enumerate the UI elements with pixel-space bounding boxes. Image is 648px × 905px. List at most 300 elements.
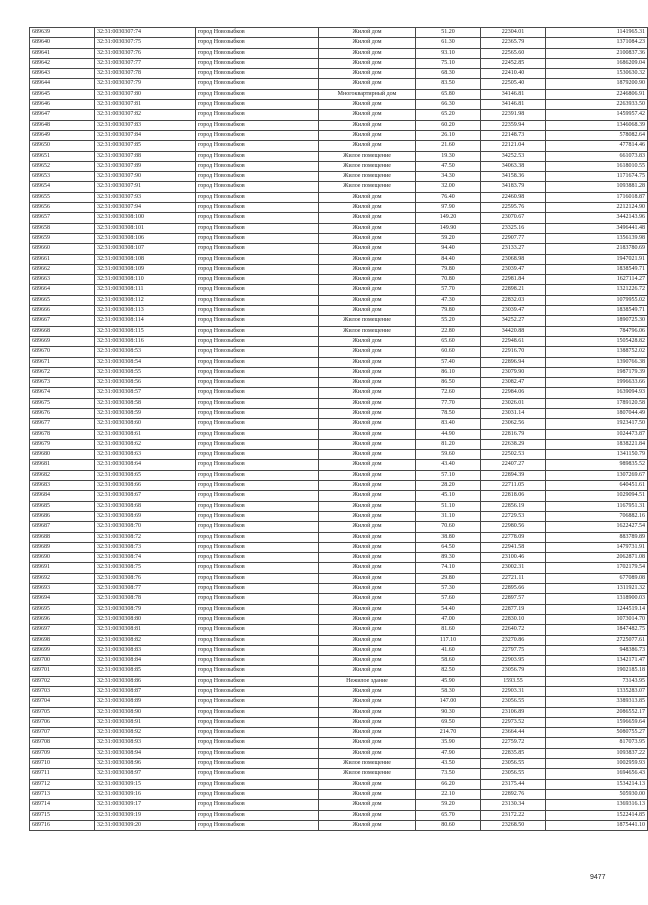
cell-area: 61.30: [416, 38, 481, 48]
cell-area: 21.60: [416, 141, 481, 151]
cell-specific-value: 23100.46: [481, 553, 546, 563]
cell-locality: город Новозыбков: [196, 203, 319, 213]
cell-specific-value: 22452.85: [481, 58, 546, 68]
cell-cadastral-value: 477814.46: [546, 141, 648, 151]
cell-specific-value: 22980.56: [481, 522, 546, 532]
table-row: [30, 398, 648, 408]
cell-area: 97.90: [416, 203, 481, 213]
cell-locality: город Новозыбков: [196, 89, 319, 99]
cell-object-type: Жилой дом: [319, 687, 416, 697]
cell-cadastral-number: 32:31:0030307:81: [95, 100, 196, 110]
cell-row-id: 689647: [30, 110, 95, 120]
cell-area: 66.20: [416, 779, 481, 789]
cell-cadastral-number: 32:31:0030307:79: [95, 79, 196, 89]
table-row: [30, 295, 648, 305]
cell-specific-value: 23079.90: [481, 367, 546, 377]
cell-cadastral-number: 32:31:0030307:77: [95, 58, 196, 68]
cell-cadastral-number: 32:31:0030308:93: [95, 738, 196, 748]
cell-area: 54.40: [416, 604, 481, 614]
cell-row-id: 689657: [30, 213, 95, 223]
table-row: [30, 769, 648, 779]
cell-row-id: 689696: [30, 614, 95, 624]
cell-cadastral-number: 32:31:0030309:15: [95, 779, 196, 789]
cell-row-id: 689664: [30, 285, 95, 295]
cell-object-type: Жилой дом: [319, 491, 416, 501]
cell-area: 19.30: [416, 151, 481, 161]
cell-area: 47.90: [416, 748, 481, 758]
cell-cadastral-number: 32:31:0030307:83: [95, 120, 196, 130]
table-row: [30, 481, 648, 491]
cell-locality: город Новозыбков: [196, 398, 319, 408]
cell-cadastral-number: 32:31:0030308:55: [95, 367, 196, 377]
table-row: [30, 656, 648, 666]
cell-specific-value: 22148.73: [481, 130, 546, 140]
cell-specific-value: 22835.85: [481, 748, 546, 758]
cell-locality: город Новозыбков: [196, 347, 319, 357]
cell-object-type: Жилой дом: [319, 264, 416, 274]
cell-specific-value: 23268.50: [481, 820, 546, 830]
cell-cadastral-value: 1171674.75: [546, 172, 648, 182]
cell-object-type: Жилой дом: [319, 563, 416, 573]
table-row: [30, 614, 648, 624]
cell-locality: город Новозыбков: [196, 625, 319, 635]
cell-object-type: Жилой дом: [319, 306, 416, 316]
cell-cadastral-value: 1639094.93: [546, 388, 648, 398]
cell-row-id: 689712: [30, 779, 95, 789]
cell-row-id: 689711: [30, 769, 95, 779]
cell-area: 84.40: [416, 254, 481, 264]
cell-object-type: Жилой дом: [319, 450, 416, 460]
cell-cadastral-number: 32:31:0030307:93: [95, 192, 196, 202]
cell-row-id: 689689: [30, 542, 95, 552]
cell-locality: город Новозыбков: [196, 656, 319, 666]
cell-cadastral-value: 1505428.82: [546, 336, 648, 346]
cell-specific-value: 22640.72: [481, 625, 546, 635]
cell-cadastral-value: 784796.06: [546, 326, 648, 336]
cell-row-id: 689697: [30, 625, 95, 635]
cell-specific-value: 23026.01: [481, 398, 546, 408]
cell-specific-value: 22711.05: [481, 481, 546, 491]
cell-object-type: Жилой дом: [319, 141, 416, 151]
cell-area: 26.10: [416, 130, 481, 140]
cell-cadastral-value: 1369316.13: [546, 800, 648, 810]
cell-locality: город Новозыбков: [196, 244, 319, 254]
cell-cadastral-number: 32:31:0030308:114: [95, 316, 196, 326]
cell-locality: город Новозыбков: [196, 810, 319, 820]
cell-locality: город Новозыбков: [196, 450, 319, 460]
cell-cadastral-value: 1694656.43: [546, 769, 648, 779]
cell-row-id: 689659: [30, 233, 95, 243]
cell-row-id: 689656: [30, 203, 95, 213]
cell-locality: город Новозыбков: [196, 110, 319, 120]
cell-locality: город Новозыбков: [196, 316, 319, 326]
cell-locality: город Новозыбков: [196, 491, 319, 501]
registry-table-container: [29, 27, 645, 831]
cell-area: 78.50: [416, 408, 481, 418]
cell-object-type: Жилое помещение: [319, 326, 416, 336]
cell-cadastral-value: 1702179.54: [546, 563, 648, 573]
cell-cadastral-value: 1029094.51: [546, 491, 648, 501]
cell-object-type: Жилой дом: [319, 367, 416, 377]
cell-cadastral-value: 661073.83: [546, 151, 648, 161]
cell-cadastral-value: 1307269.67: [546, 470, 648, 480]
table-row: [30, 388, 648, 398]
cell-cadastral-value: 1923417.50: [546, 419, 648, 429]
cell-specific-value: 22973.52: [481, 717, 546, 727]
cell-cadastral-value: 2212124.90: [546, 203, 648, 213]
cell-area: 66.30: [416, 100, 481, 110]
cell-cadastral-value: 1596659.64: [546, 717, 648, 727]
cell-row-id: 689666: [30, 306, 95, 316]
cell-row-id: 689665: [30, 295, 95, 305]
cell-specific-value: 23056.55: [481, 769, 546, 779]
cell-row-id: 689648: [30, 120, 95, 130]
cell-object-type: Жилой дом: [319, 779, 416, 789]
cell-area: 58.60: [416, 656, 481, 666]
cell-object-type: Жилой дом: [319, 419, 416, 429]
cell-area: 59.20: [416, 233, 481, 243]
cell-object-type: Нежилое здание: [319, 676, 416, 686]
cell-row-id: 689642: [30, 58, 95, 68]
cell-specific-value: 23175.44: [481, 779, 546, 789]
cell-cadastral-number: 32:31:0030307:76: [95, 48, 196, 58]
cell-row-id: 689646: [30, 100, 95, 110]
cell-cadastral-number: 32:31:0030307:85: [95, 141, 196, 151]
cell-area: 34.30: [416, 172, 481, 182]
cell-specific-value: 22907.77: [481, 233, 546, 243]
cell-object-type: Жилой дом: [319, 511, 416, 521]
cell-area: 69.50: [416, 717, 481, 727]
table-row: [30, 604, 648, 614]
cell-area: 51.20: [416, 28, 481, 38]
table-row: [30, 697, 648, 707]
cell-locality: город Новозыбков: [196, 522, 319, 532]
cell-row-id: 689660: [30, 244, 95, 254]
cell-cadastral-number: 32:31:0030308:69: [95, 511, 196, 521]
cell-specific-value: 23130.34: [481, 800, 546, 810]
cell-area: 94.40: [416, 244, 481, 254]
cell-cadastral-value: 1024473.87: [546, 429, 648, 439]
cell-cadastral-number: 32:31:0030308:56: [95, 378, 196, 388]
cell-object-type: Жилое помещение: [319, 151, 416, 161]
cell-specific-value: 34252.27: [481, 316, 546, 326]
cell-cadastral-number: 32:31:0030307:88: [95, 151, 196, 161]
cell-specific-value: 34146.81: [481, 100, 546, 110]
cell-locality: город Новозыбков: [196, 100, 319, 110]
table-row: [30, 38, 648, 48]
cell-object-type: Жилой дом: [319, 223, 416, 233]
cell-locality: город Новозыбков: [196, 717, 319, 727]
cell-specific-value: 22797.75: [481, 645, 546, 655]
cell-row-id: 689708: [30, 738, 95, 748]
table-row: [30, 532, 648, 542]
cell-area: 57.70: [416, 285, 481, 295]
cell-object-type: Жилой дом: [319, 408, 416, 418]
cell-locality: город Новозыбков: [196, 264, 319, 274]
table-row: [30, 110, 648, 120]
cell-cadastral-value: 2183780.69: [546, 244, 648, 254]
cell-area: 214.70: [416, 728, 481, 738]
cell-cadastral-value: 505930.00: [546, 789, 648, 799]
cell-cadastral-number: 32:31:0030308:90: [95, 707, 196, 717]
cell-locality: город Новозыбков: [196, 470, 319, 480]
cell-cadastral-number: 32:31:0030307:89: [95, 161, 196, 171]
cell-area: 117.10: [416, 635, 481, 645]
cell-row-id: 689669: [30, 336, 95, 346]
cell-row-id: 689677: [30, 419, 95, 429]
registry-table: [29, 27, 648, 831]
cell-locality: город Новозыбков: [196, 789, 319, 799]
table-row: [30, 687, 648, 697]
cell-area: 149.20: [416, 213, 481, 223]
cell-locality: город Новозыбков: [196, 172, 319, 182]
cell-locality: город Новозыбков: [196, 326, 319, 336]
table-row: [30, 584, 648, 594]
cell-area: 74.10: [416, 563, 481, 573]
table-row: [30, 779, 648, 789]
cell-specific-value: 23056.55: [481, 697, 546, 707]
cell-row-id: 689714: [30, 800, 95, 810]
table-row: [30, 285, 648, 295]
cell-cadastral-value: 1390766.38: [546, 357, 648, 367]
cell-object-type: Жилое помещение: [319, 769, 416, 779]
cell-area: 86.10: [416, 367, 481, 377]
cell-locality: город Новозыбков: [196, 295, 319, 305]
cell-specific-value: 22778.09: [481, 532, 546, 542]
cell-locality: город Новозыбков: [196, 584, 319, 594]
cell-row-id: 689698: [30, 635, 95, 645]
cell-area: 65.80: [416, 89, 481, 99]
cell-cadastral-number: 32:31:0030308:72: [95, 532, 196, 542]
cell-cadastral-value: 1341150.79: [546, 450, 648, 460]
cell-object-type: Жилой дом: [319, 810, 416, 820]
cell-specific-value: 22407.27: [481, 460, 546, 470]
table-row: [30, 264, 648, 274]
cell-area: 43.50: [416, 759, 481, 769]
cell-row-id: 689649: [30, 130, 95, 140]
cell-locality: город Новозыбков: [196, 542, 319, 552]
cell-object-type: Жилой дом: [319, 614, 416, 624]
table-row: [30, 336, 648, 346]
cell-cadastral-number: 32:31:0030309:20: [95, 820, 196, 830]
cell-area: 57.40: [416, 357, 481, 367]
cell-specific-value: 22595.76: [481, 203, 546, 213]
cell-row-id: 689684: [30, 491, 95, 501]
table-row: [30, 316, 648, 326]
cell-row-id: 689685: [30, 501, 95, 511]
cell-cadastral-value: 1947021.91: [546, 254, 648, 264]
cell-cadastral-value: 1167951.31: [546, 501, 648, 511]
cell-locality: город Новозыбков: [196, 38, 319, 48]
cell-locality: город Новозыбков: [196, 223, 319, 233]
cell-locality: город Новозыбков: [196, 28, 319, 38]
table-row: [30, 367, 648, 377]
table-row: [30, 728, 648, 738]
cell-row-id: 689707: [30, 728, 95, 738]
cell-row-id: 689678: [30, 429, 95, 439]
cell-specific-value: 22304.01: [481, 28, 546, 38]
cell-cadastral-value: 1356139.98: [546, 233, 648, 243]
cell-locality: город Новозыбков: [196, 614, 319, 624]
cell-cadastral-value: 1838549.71: [546, 306, 648, 316]
cell-cadastral-value: 2263933.50: [546, 100, 648, 110]
table-body: [30, 28, 648, 831]
cell-row-id: 689704: [30, 697, 95, 707]
table-row: [30, 182, 648, 192]
cell-object-type: Жилой дом: [319, 244, 416, 254]
cell-locality: город Новозыбков: [196, 666, 319, 676]
cell-cadastral-number: 32:31:0030308:101: [95, 223, 196, 233]
cell-row-id: 689716: [30, 820, 95, 830]
cell-row-id: 689654: [30, 182, 95, 192]
table-row: [30, 326, 648, 336]
cell-area: 51.10: [416, 501, 481, 511]
cell-object-type: Жилой дом: [319, 233, 416, 243]
cell-locality: город Новозыбков: [196, 439, 319, 449]
cell-row-id: 689701: [30, 666, 95, 676]
cell-locality: город Новозыбков: [196, 573, 319, 583]
cell-cadastral-number: 32:31:0030308:63: [95, 450, 196, 460]
cell-cadastral-value: 1459957.42: [546, 110, 648, 120]
cell-cadastral-number: 32:31:0030308:79: [95, 604, 196, 614]
cell-cadastral-value: 1879200.90: [546, 79, 648, 89]
cell-row-id: 689695: [30, 604, 95, 614]
cell-specific-value: 34158.36: [481, 172, 546, 182]
cell-object-type: Жилой дом: [319, 69, 416, 79]
cell-locality: город Новозыбков: [196, 151, 319, 161]
cell-area: 32.00: [416, 182, 481, 192]
cell-specific-value: 22638.29: [481, 439, 546, 449]
cell-row-id: 689662: [30, 264, 95, 274]
cell-cadastral-number: 32:31:0030308:116: [95, 336, 196, 346]
cell-row-id: 689682: [30, 470, 95, 480]
table-row: [30, 439, 648, 449]
cell-locality: город Новозыбков: [196, 738, 319, 748]
cell-cadastral-number: 32:31:0030308:81: [95, 625, 196, 635]
cell-specific-value: 23031.14: [481, 408, 546, 418]
cell-area: 81.20: [416, 439, 481, 449]
cell-locality: город Новозыбков: [196, 800, 319, 810]
table-row: [30, 192, 648, 202]
cell-specific-value: 23082.47: [481, 378, 546, 388]
cell-object-type: Жилой дом: [319, 254, 416, 264]
table-row: [30, 645, 648, 655]
cell-locality: город Новозыбков: [196, 306, 319, 316]
table-row: [30, 748, 648, 758]
table-row: [30, 666, 648, 676]
cell-cadastral-value: 578082.64: [546, 130, 648, 140]
cell-row-id: 689703: [30, 687, 95, 697]
cell-row-id: 689700: [30, 656, 95, 666]
cell-area: 81.60: [416, 625, 481, 635]
table-row: [30, 213, 648, 223]
cell-row-id: 689709: [30, 748, 95, 758]
cell-locality: город Новозыбков: [196, 141, 319, 151]
table-row: [30, 553, 648, 563]
cell-cadastral-number: 32:31:0030308:78: [95, 594, 196, 604]
cell-locality: город Новозыбков: [196, 728, 319, 738]
cell-cadastral-number: 32:31:0030308:94: [95, 748, 196, 758]
table-row: [30, 491, 648, 501]
cell-locality: город Новозыбков: [196, 429, 319, 439]
table-row: [30, 69, 648, 79]
cell-cadastral-number: 32:31:0030308:91: [95, 717, 196, 727]
cell-row-id: 689670: [30, 347, 95, 357]
cell-area: 86.50: [416, 378, 481, 388]
cell-cadastral-number: 32:31:0030308:115: [95, 326, 196, 336]
cell-locality: город Новозыбков: [196, 192, 319, 202]
cell-cadastral-number: 32:31:0030308:64: [95, 460, 196, 470]
table-row: [30, 635, 648, 645]
cell-cadastral-value: 1627114.27: [546, 275, 648, 285]
cell-cadastral-number: 32:31:0030308:113: [95, 306, 196, 316]
cell-row-id: 689673: [30, 378, 95, 388]
cell-specific-value: 34146.81: [481, 89, 546, 99]
table-row: [30, 378, 648, 388]
cell-cadastral-number: 32:31:0030307:75: [95, 38, 196, 48]
cell-row-id: 689699: [30, 645, 95, 655]
cell-specific-value: 34252.53: [481, 151, 546, 161]
cell-row-id: 689706: [30, 717, 95, 727]
cell-cadastral-value: 817073.95: [546, 738, 648, 748]
cell-object-type: Жилой дом: [319, 645, 416, 655]
cell-locality: город Новозыбков: [196, 254, 319, 264]
cell-row-id: 689645: [30, 89, 95, 99]
cell-cadastral-number: 32:31:0030308:108: [95, 254, 196, 264]
table-row: [30, 419, 648, 429]
cell-cadastral-value: 73143.95: [546, 676, 648, 686]
cell-object-type: Жилой дом: [319, 666, 416, 676]
cell-cadastral-value: 2246806.91: [546, 89, 648, 99]
cell-cadastral-number: 32:31:0030308:62: [95, 439, 196, 449]
cell-cadastral-value: 1807044.49: [546, 408, 648, 418]
cell-cadastral-number: 32:31:0030307:78: [95, 69, 196, 79]
table-row: [30, 244, 648, 254]
cell-cadastral-number: 32:31:0030307:84: [95, 130, 196, 140]
table-row: [30, 233, 648, 243]
cell-locality: город Новозыбков: [196, 388, 319, 398]
cell-cadastral-value: 2062871.08: [546, 553, 648, 563]
cell-area: 70.60: [416, 522, 481, 532]
cell-specific-value: 23039.47: [481, 264, 546, 274]
cell-row-id: 689675: [30, 398, 95, 408]
cell-row-id: 689640: [30, 38, 95, 48]
cell-object-type: Жилой дом: [319, 717, 416, 727]
cell-cadastral-number: 32:31:0030307:91: [95, 182, 196, 192]
table-row: [30, 141, 648, 151]
cell-cadastral-value: 1318900.03: [546, 594, 648, 604]
cell-row-id: 689650: [30, 141, 95, 151]
cell-cadastral-number: 32:31:0030308:87: [95, 687, 196, 697]
cell-specific-value: 22903.31: [481, 687, 546, 697]
cell-cadastral-value: 2725077.61: [546, 635, 648, 645]
cell-cadastral-value: 1618010.55: [546, 161, 648, 171]
table-row: [30, 573, 648, 583]
cell-object-type: Жилой дом: [319, 542, 416, 552]
cell-cadastral-value: 1716018.87: [546, 192, 648, 202]
cell-specific-value: 22877.19: [481, 604, 546, 614]
cell-cadastral-value: 1342171.47: [546, 656, 648, 666]
cell-area: 76.40: [416, 192, 481, 202]
cell-cadastral-value: 1002959.93: [546, 759, 648, 769]
cell-object-type: Жилой дом: [319, 532, 416, 542]
cell-area: 83.50: [416, 79, 481, 89]
cell-object-type: Жилой дом: [319, 707, 416, 717]
cell-row-id: 689679: [30, 439, 95, 449]
cell-row-id: 689681: [30, 460, 95, 470]
cell-locality: город Новозыбков: [196, 553, 319, 563]
cell-cadastral-number: 32:31:0030308:58: [95, 398, 196, 408]
